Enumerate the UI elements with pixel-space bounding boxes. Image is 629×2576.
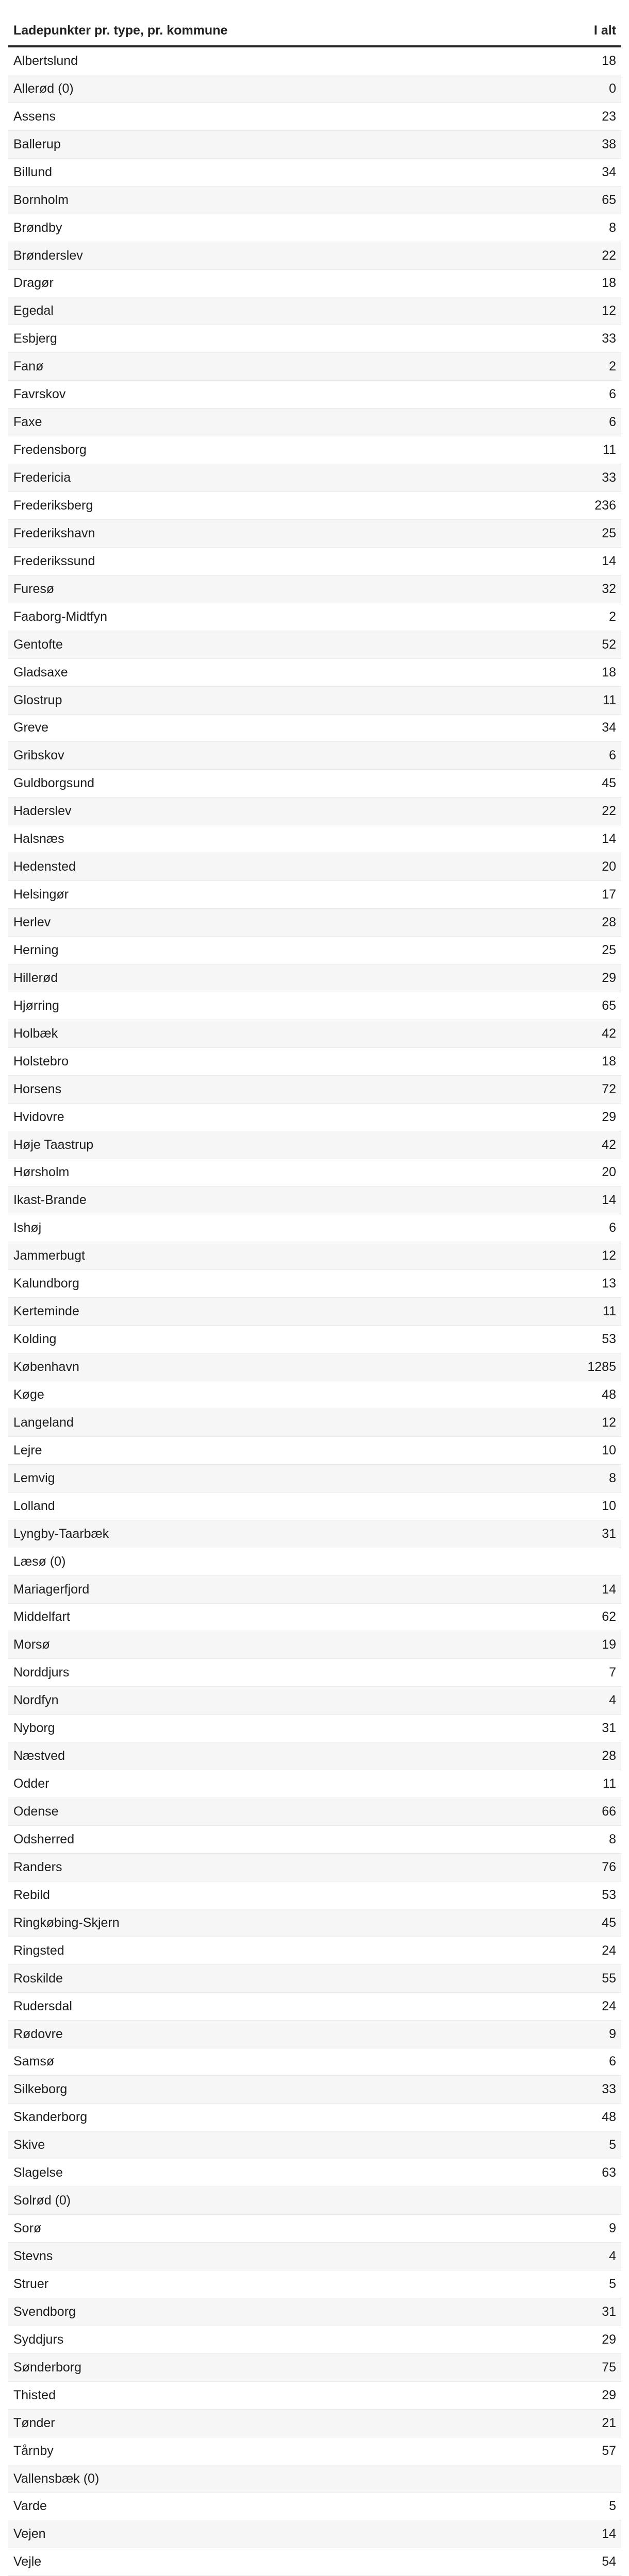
charging-point-total: 72 (602, 1081, 616, 1096)
municipality-name: Bornholm (13, 192, 69, 207)
charging-point-total: 29 (602, 2332, 616, 2347)
table-row (8, 2382, 621, 2410)
municipality-name: Frederikssund (13, 553, 95, 568)
charging-point-total: 12 (602, 1248, 616, 1263)
charging-point-total: 9 (609, 2221, 616, 2236)
charging-point-total: 6 (609, 387, 616, 402)
charging-point-total: 33 (602, 331, 616, 346)
municipality-name: Næstved (13, 1749, 65, 1764)
municipality-name: Allerød (0) (13, 81, 74, 96)
charging-point-total: 65 (602, 192, 616, 207)
municipality-name: Fanø (13, 359, 44, 374)
table-row (8, 2270, 621, 2298)
charging-point-total: 57 (602, 2443, 616, 2458)
table-row (8, 2437, 621, 2465)
municipality-name: Middelfart (13, 1609, 70, 1624)
table-row (8, 131, 621, 159)
charging-point-total: 18 (602, 1054, 616, 1069)
charging-point-total: 76 (602, 1859, 616, 1874)
municipality-name: Rødovre (13, 2026, 63, 2041)
municipality-name: Holstebro (13, 1054, 69, 1069)
charging-point-total: 12 (602, 303, 616, 318)
table-header (8, 15, 621, 47)
table-row (8, 2354, 621, 2382)
table-row (8, 2159, 621, 2187)
table-row (8, 1520, 621, 1548)
municipality-name: Kolding (13, 1332, 57, 1347)
table-row (8, 2548, 621, 2576)
municipality-name: Kalundborg (13, 1276, 79, 1291)
table-row (8, 187, 621, 214)
municipality-name: Vejen (13, 2527, 46, 2541)
table-row (8, 214, 621, 242)
municipality-name: Dragør (13, 276, 54, 291)
table-row (8, 270, 621, 298)
table-row (8, 659, 621, 687)
municipality-name: Fredericia (13, 470, 71, 485)
table-row (8, 1576, 621, 1604)
municipality-name: Mariagerfjord (13, 1582, 90, 1597)
table-row (8, 1214, 621, 1242)
table-row (8, 1909, 621, 1937)
table-row (8, 2298, 621, 2326)
municipality-name: Frederiksberg (13, 498, 93, 513)
municipality-name: Samsø (13, 2054, 55, 2069)
charging-point-total: 9 (609, 2026, 616, 2041)
charging-point-total: 63 (602, 2165, 616, 2180)
table-row (8, 1882, 621, 1909)
municipality-name: Gribskov (13, 748, 64, 763)
charging-point-total: 55 (602, 1971, 616, 1986)
table-row (8, 853, 621, 881)
charging-point-total: 38 (602, 137, 616, 151)
table-row (8, 1631, 621, 1659)
municipality-name: Langeland (13, 1415, 74, 1430)
table-row (8, 687, 621, 715)
table-row (8, 464, 621, 492)
municipality-name: Varde (13, 2499, 47, 2514)
municipality-name: Lyngby-Taarbæk (13, 1526, 109, 1541)
table-row (8, 909, 621, 937)
table-row (8, 1493, 621, 1520)
table-row (8, 2465, 621, 2493)
municipality-name: Stevns (13, 2249, 53, 2264)
table-row (8, 353, 621, 381)
table-row (8, 881, 621, 909)
table-row (8, 492, 621, 520)
municipality-name: Herlev (13, 915, 51, 930)
table-row (8, 1131, 621, 1159)
table-row (8, 381, 621, 409)
municipality-name: Holbæk (13, 1026, 58, 1041)
municipality-name: Odense (13, 1804, 59, 1819)
municipality-name: Lolland (13, 1498, 55, 1513)
table-body (8, 47, 621, 2576)
charging-point-total: 34 (602, 164, 616, 179)
charging-point-total: 23 (602, 109, 616, 124)
charging-point-total: 5 (609, 2499, 616, 2514)
charging-point-total: 14 (602, 1193, 616, 1208)
table-row (8, 1353, 621, 1381)
column-header-name[interactable]: Ladepunkter pr. type, pr. kommune (13, 23, 228, 38)
charging-point-total: 6 (609, 2054, 616, 2069)
municipality-name: Faaborg-Midtfyn (13, 609, 108, 624)
municipality-name: Solrød (0) (13, 2193, 71, 2208)
charging-point-total: 42 (602, 1026, 616, 1041)
charging-point-total: 6 (609, 748, 616, 763)
charging-point-total: 6 (609, 415, 616, 430)
municipality-name: Kerteminde (13, 1304, 79, 1319)
charging-point-total: 53 (602, 1887, 616, 1902)
data-table (8, 15, 621, 2576)
table-row (8, 1159, 621, 1187)
municipality-name: Randers (13, 1859, 62, 1874)
charging-point-total: 24 (602, 1943, 616, 1958)
table-row (8, 297, 621, 325)
table-row (8, 742, 621, 770)
table-row (8, 825, 621, 853)
municipality-name: Morsø (13, 1637, 50, 1652)
table-row (8, 159, 621, 187)
municipality-name: Odder (13, 1776, 49, 1791)
table-row (8, 1242, 621, 1270)
charging-point-total: 4 (609, 2249, 616, 2264)
municipality-name: Silkeborg (13, 2082, 68, 2097)
charging-point-total: 8 (609, 1832, 616, 1846)
table-row (8, 937, 621, 964)
municipality-name: Frederikshavn (13, 526, 95, 540)
municipality-name: Vallensbæk (0) (13, 2471, 100, 2486)
table-row (8, 1437, 621, 1465)
table-row (8, 603, 621, 631)
municipality-name: Gentofte (13, 637, 63, 652)
municipality-name: Lemvig (13, 1470, 55, 1485)
charging-point-total: 11 (603, 1304, 616, 1319)
table-row (8, 1187, 621, 1214)
municipality-name: Egedal (13, 303, 54, 318)
charging-point-total: 29 (602, 2387, 616, 2402)
charging-point-total: 18 (602, 53, 616, 68)
municipality-name: Assens (13, 109, 56, 124)
charging-point-total: 8 (609, 1470, 616, 1485)
column-header-total[interactable]: I alt (593, 23, 616, 38)
municipality-name: Struer (13, 2276, 49, 2291)
charging-point-total: 20 (602, 859, 616, 874)
municipality-name: Nyborg (13, 1721, 55, 1736)
municipality-name: Guldborgsund (13, 776, 95, 791)
municipality-name: Furesø (13, 581, 55, 596)
charging-point-total: 29 (602, 970, 616, 985)
table-row (8, 1381, 621, 1409)
table-row (8, 964, 621, 992)
table-row (8, 1826, 621, 1854)
table-row (8, 1659, 621, 1687)
table-row (8, 2187, 621, 2215)
charging-point-total: 28 (602, 915, 616, 930)
charging-point-total: 2 (609, 609, 616, 624)
municipality-name: Høje Taastrup (13, 1137, 94, 1152)
table-row (8, 1742, 621, 1770)
table-row (8, 520, 621, 548)
municipality-name: Rudersdal (13, 1998, 72, 2013)
municipality-name: Norddjurs (13, 1665, 70, 1680)
charging-point-total: 12 (602, 1415, 616, 1430)
charging-point-total: 13 (602, 1276, 616, 1291)
municipality-name: Syddjurs (13, 2332, 64, 2347)
charging-point-total: 21 (602, 2415, 616, 2430)
table-row (8, 1270, 621, 1298)
charging-point-total: 10 (602, 1498, 616, 1513)
municipality-name: Albertslund (13, 53, 78, 68)
municipality-name: Sorø (13, 2221, 42, 2236)
municipality-name: Esbjerg (13, 331, 57, 346)
municipality-name: Gladsaxe (13, 665, 68, 680)
charging-point-total: 28 (602, 1749, 616, 1764)
charging-point-total: 236 (594, 498, 616, 513)
table-row (8, 1548, 621, 1576)
charging-point-total: 42 (602, 1137, 616, 1152)
municipality-name: Hjørring (13, 998, 59, 1013)
charging-point-total: 14 (602, 553, 616, 568)
table-row (8, 2215, 621, 2243)
charging-point-total: 52 (602, 637, 616, 652)
charging-point-total: 11 (603, 443, 616, 457)
table-row (8, 2076, 621, 2104)
municipality-name: Hillerød (13, 970, 58, 985)
municipality-name: Tønder (13, 2415, 55, 2430)
table-row (8, 103, 621, 131)
table-row (8, 2493, 621, 2521)
table-row (8, 1020, 621, 1048)
table-row (8, 1104, 621, 1131)
charging-point-total: 14 (602, 2527, 616, 2541)
table-row (8, 325, 621, 353)
municipality-name: Ringkøbing-Skjern (13, 1915, 120, 1930)
table-row (8, 1687, 621, 1715)
municipality-name: Brønderslev (13, 248, 83, 263)
municipality-name: Billund (13, 164, 53, 179)
charging-point-total: 34 (602, 720, 616, 735)
municipality-name: Lejre (13, 1443, 42, 1458)
charging-point-total: 18 (602, 276, 616, 291)
charging-point-total: 20 (602, 1165, 616, 1180)
charging-point-total: 11 (603, 1776, 616, 1791)
table-row (8, 1798, 621, 1826)
charging-point-total: 33 (602, 2082, 616, 2097)
charging-point-total: 22 (602, 248, 616, 263)
municipality-name: Thisted (13, 2387, 56, 2402)
charging-point-total: 45 (602, 1915, 616, 1930)
charging-point-total: 5 (609, 2276, 616, 2291)
municipality-name: Skive (13, 2138, 45, 2153)
charging-point-total: 7 (609, 1665, 616, 1680)
municipality-name: Svendborg (13, 2304, 76, 2319)
municipality-name: Hvidovre (13, 1109, 64, 1124)
table-row (8, 2131, 621, 2159)
charging-point-total: 17 (602, 887, 616, 902)
charging-point-total: 24 (602, 1998, 616, 2013)
table-row (8, 2410, 621, 2437)
table-row (8, 715, 621, 742)
table-row (8, 575, 621, 603)
table-row (8, 1465, 621, 1493)
charging-point-total: 53 (602, 1332, 616, 1347)
table-row (8, 1298, 621, 1326)
municipality-name: Herning (13, 942, 59, 957)
table-row (8, 2520, 621, 2548)
table-row (8, 1993, 621, 2021)
municipality-name: Skanderborg (13, 2110, 88, 2125)
municipality-name: Brøndby (13, 220, 62, 235)
charging-point-total: 25 (602, 942, 616, 957)
municipality-name: København (13, 1360, 79, 1375)
charging-point-total: 14 (602, 832, 616, 846)
table-row (8, 992, 621, 1020)
table-row (8, 2048, 621, 2076)
table-row (8, 798, 621, 825)
charging-point-total: 1285 (587, 1360, 616, 1375)
charging-point-total: 4 (609, 1693, 616, 1708)
charging-point-total: 54 (602, 2554, 616, 2569)
municipality-name: Nordfyn (13, 1693, 59, 1708)
table-row (8, 1965, 621, 1993)
municipality-name: Rebild (13, 1887, 50, 1902)
charging-point-total: 11 (603, 692, 616, 707)
table-row (8, 1715, 621, 1742)
municipality-name: Ringsted (13, 1943, 64, 1958)
charging-point-total: 31 (602, 1526, 616, 1541)
municipality-name: Fredensborg (13, 443, 87, 457)
charging-point-total: 2 (609, 359, 616, 374)
table-row (8, 242, 621, 270)
charging-point-total: 48 (602, 1387, 616, 1402)
municipality-name: Favrskov (13, 387, 66, 402)
table-row (8, 1937, 621, 1965)
table-row (8, 436, 621, 464)
municipality-name: Jammerbugt (13, 1248, 85, 1263)
charging-point-total: 45 (602, 776, 616, 791)
charging-point-total: 25 (602, 526, 616, 540)
charging-point-total: 22 (602, 804, 616, 819)
charging-point-total: 31 (602, 1721, 616, 1736)
table-row (8, 75, 621, 103)
municipality-name: Horsens (13, 1081, 62, 1096)
charging-point-total: 19 (602, 1637, 616, 1652)
table-row (8, 548, 621, 575)
municipality-name: Ikast-Brande (13, 1193, 87, 1208)
charging-point-total: 65 (602, 998, 616, 1013)
charging-point-total: 31 (602, 2304, 616, 2319)
municipality-name: Hørsholm (13, 1165, 70, 1180)
table-row (8, 47, 621, 75)
charging-point-total: 5 (609, 2138, 616, 2153)
municipality-name: Køge (13, 1387, 44, 1402)
municipality-name: Hedensted (13, 859, 76, 874)
municipality-name: Ishøj (13, 1221, 42, 1235)
charging-point-total: 66 (602, 1804, 616, 1819)
table-row (8, 2243, 621, 2270)
charging-point-total: 33 (602, 470, 616, 485)
table-row (8, 770, 621, 798)
charging-point-total: 10 (602, 1443, 616, 1458)
charging-point-total: 18 (602, 665, 616, 680)
municipality-name: Tårnby (13, 2443, 54, 2458)
table-row (8, 1048, 621, 1076)
municipality-name: Læsø (0) (13, 1554, 66, 1569)
table-row (8, 1604, 621, 1632)
table-row (8, 1409, 621, 1437)
table-row (8, 1770, 621, 1798)
table-row (8, 1326, 621, 1353)
charging-point-total: 62 (602, 1609, 616, 1624)
municipality-name: Roskilde (13, 1971, 63, 1986)
municipality-name: Ballerup (13, 137, 61, 151)
municipality-name: Faxe (13, 415, 42, 430)
municipality-name: Odsherred (13, 1832, 75, 1846)
municipality-name: Sønderborg (13, 2360, 82, 2375)
charging-point-total: 29 (602, 1109, 616, 1124)
table-row (8, 409, 621, 436)
municipality-name: Glostrup (13, 692, 62, 707)
municipality-name: Vejle (13, 2554, 42, 2569)
table-row (8, 1076, 621, 1104)
municipality-name: Slagelse (13, 2165, 63, 2180)
table-row (8, 2104, 621, 2131)
charging-point-total: 48 (602, 2110, 616, 2125)
charging-point-total: 0 (609, 81, 616, 96)
charging-point-total: 14 (602, 1582, 616, 1597)
municipality-name: Helsingør (13, 887, 69, 902)
municipality-name: Halsnæs (13, 832, 64, 846)
charging-point-total: 8 (609, 220, 616, 235)
table-row (8, 2326, 621, 2354)
charging-point-total: 6 (609, 1221, 616, 1235)
table-row (8, 631, 621, 659)
charging-point-total: 32 (602, 581, 616, 596)
municipality-name: Haderslev (13, 804, 72, 819)
table-row (8, 1854, 621, 1882)
municipality-name: Greve (13, 720, 49, 735)
table-row (8, 2021, 621, 2048)
charging-point-total: 75 (602, 2360, 616, 2375)
